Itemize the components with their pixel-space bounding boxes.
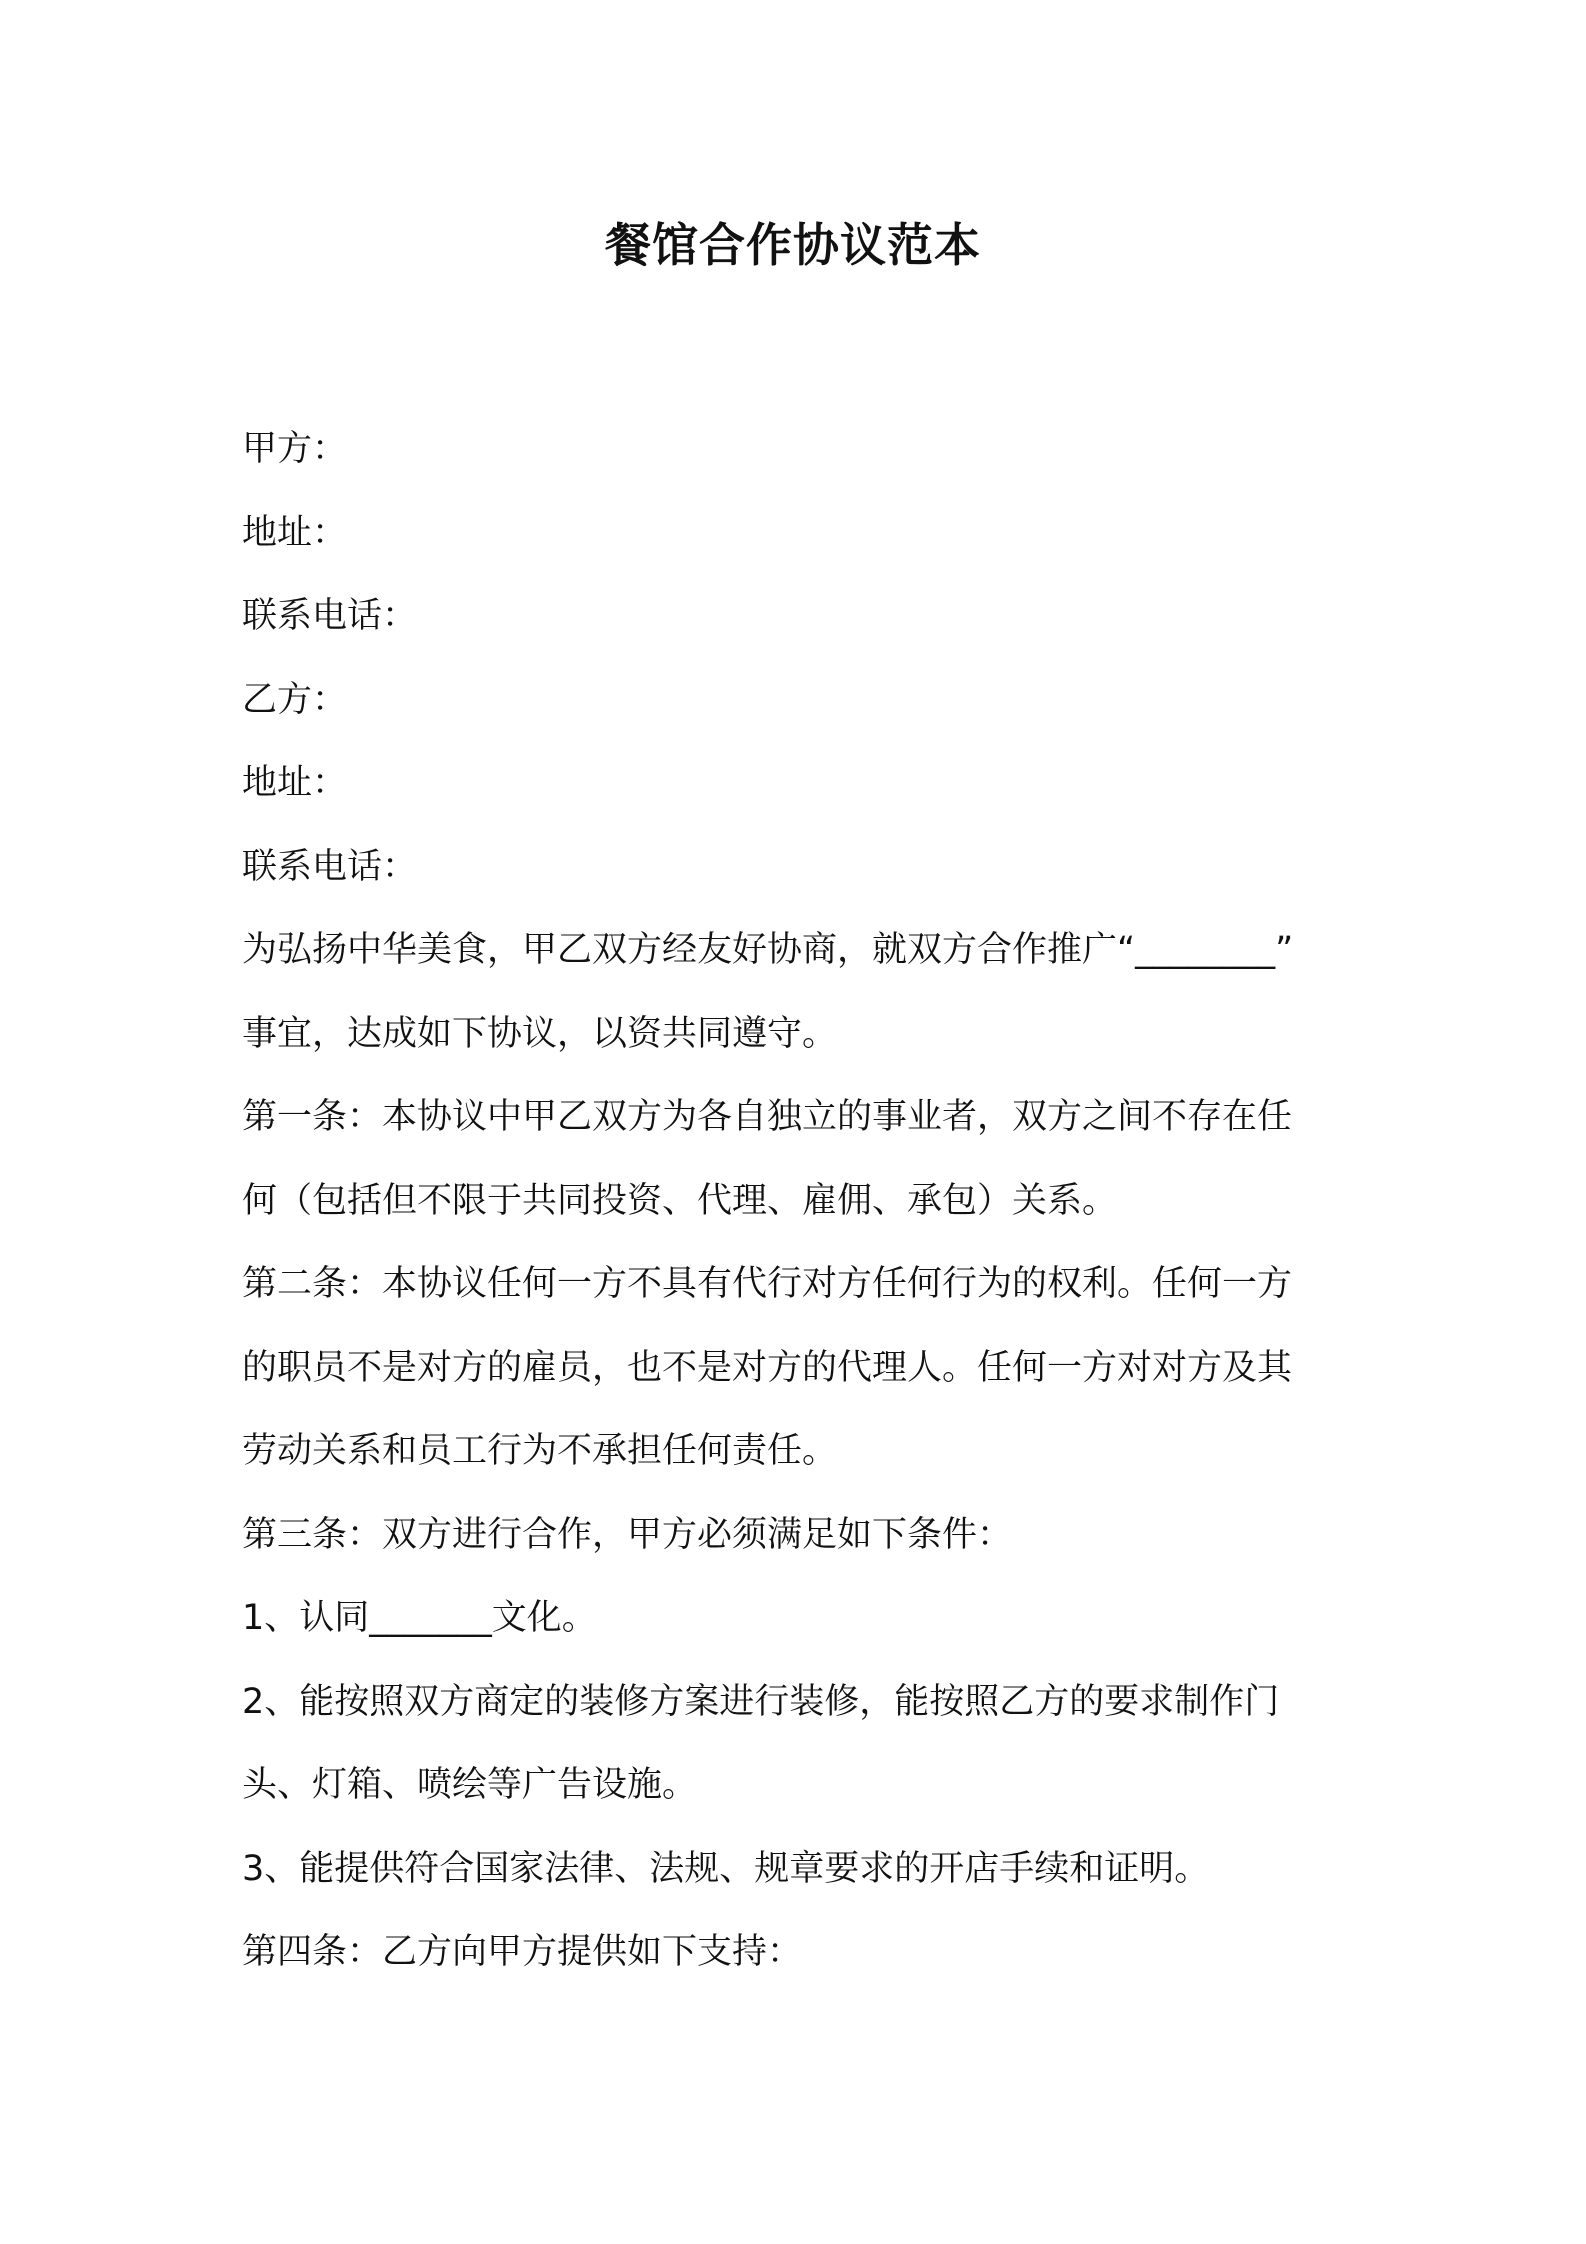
article-2-line-3: 劳动关系和员工行为不承担任何责任。: [242, 1431, 838, 1471]
document-title: 餐馆合作协议范本: [605, 218, 981, 272]
article-2-line-1: 第二条：本协议任何一方不具有代行对方任何行为的权利。任何一方: [242, 1264, 1293, 1304]
party-b-label: 乙方：: [242, 679, 348, 720]
preamble-line-1: 为弘扬中华美食，甲乙双方经友好协商，就双方合作推广“________”: [242, 930, 1294, 970]
article-3-item-1: 1、认同_______文化。: [242, 1598, 597, 1638]
document-body: [242, 408, 1362, 1995]
article-1-line-2: 何（包括但不限于共同投资、代理、雇佣、承包）关系。: [242, 1180, 1118, 1221]
article-3-item-2-line-1: 2、能按照双方商定的装修方案进行装修，能按照乙方的要求制作门: [242, 1681, 1280, 1722]
party-b-phone-label: 联系电话：: [242, 846, 418, 887]
article-2-line-2: 的职员不是对方的雇员，也不是对方的代理人。任何一方对对方及其: [242, 1347, 1293, 1388]
party-b-address-label: 地址：: [242, 763, 348, 803]
article-4-line-1: 第四条：乙方向甲方提供如下支持：: [242, 1932, 803, 1972]
article-3-line-1: 第三条：双方进行合作，甲方必须满足如下条件：: [242, 1514, 1013, 1555]
party-a-phone-label: 联系电话：: [242, 596, 418, 636]
party-a-label: 甲方：: [242, 429, 348, 469]
party-a-address-label: 地址：: [242, 512, 348, 553]
preamble-line-2: 事宜，达成如下协议，以资共同遵守。: [242, 1013, 838, 1054]
article-3-item-2-line-2: 头、灯箱、喷绘等广告设施。: [242, 1765, 698, 1805]
article-1-line-1: 第一条：本协议中甲乙双方为各自独立的事业者，双方之间不存在任: [242, 1097, 1293, 1137]
article-3-item-3: 3、能提供符合国家法律、法规、规章要求的开店手续和证明。: [242, 1848, 1210, 1889]
